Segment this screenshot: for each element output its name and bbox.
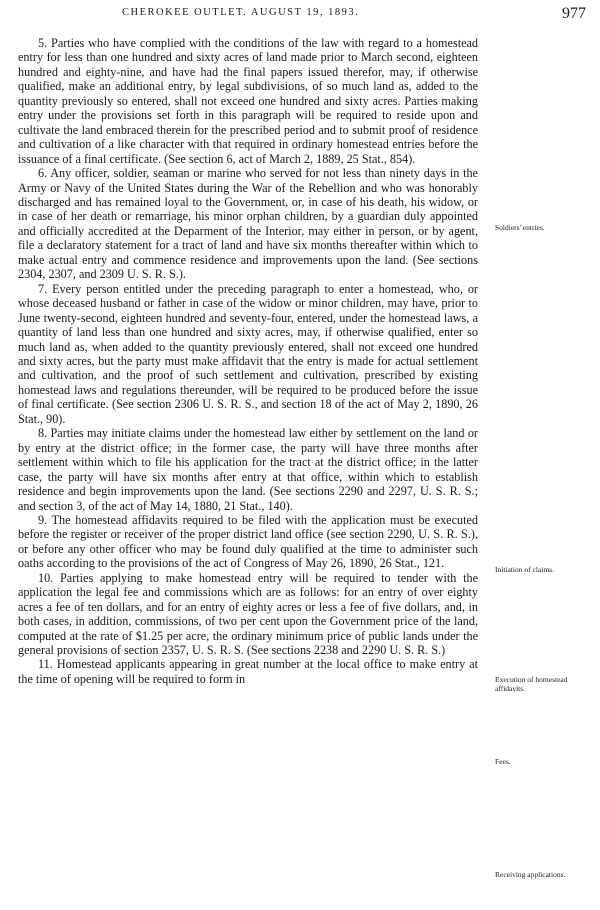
paragraph-8: 8. Parties may initiate claims under the homestead law either by settlement on the land or by entry at the district office; in the former case, the party will have three months after settlement within which to file his application for the tract at the district office; in the latter case, the party will have six months after entry at that office, within which to establish residence and begin improvements upon the land. (See sections 2290 and 2297, U. S. R. S.; and section 3, of the act of May 14, 1880, 21 Stat., 140). bbox=[18, 426, 478, 513]
statute-text bbox=[18, 36, 478, 686]
margin-note-soldiers-entries: Soldiers' entries. bbox=[495, 223, 545, 232]
margin-note-fees: Fees. bbox=[495, 757, 511, 766]
paragraph-6: 6. Any officer, soldier, seaman or marine who served for not less than ninety days in the Army or Navy of the United States during the War of the Rebellion and who was honorably discharged and has remained loyal to the Government, or, in case of his death, his widow, or in case of her death or remarriage, his minor orphan children, by a guardian duly appointed and officially accredited at the Deparment of the Interior, may either in person, or by agent, file a declaratory statement for a tract of land and have six months thereafter within which to make actual entry and commence residence and improvements upon the land. (See sections 2304, 2307, and 2309 U. S. R. S.). bbox=[18, 166, 478, 282]
margin-note-initiation-of-claims: Initiation of claims. bbox=[495, 565, 554, 574]
paragraph-10: 10. Parties applying to make homestead entry will be required to tender with the application the legal fee and commissions which are as follows: for an entry of over eighty acres a fee of ten dollars, and for an entry of eighty acres or less a fee of five dollars, and, in both cases, in addition, commissions, of two per cent upon the Government price of the land, computed at the rate of $1.25 per acre, the ordinary minimum price of public lands under the general provisions of section 2357, U. S. R. S. (See sections 2238 and 2290 U. S. R. S.) bbox=[18, 570, 478, 658]
paragraph-11: 11. Homestead applicants appearing in great number at the local office to make entry at the time of opening will be required to form in bbox=[18, 657, 478, 686]
margin-note-receiving-applications: Receiving applications. bbox=[495, 870, 566, 879]
paragraph-5: 5. Parties who have complied with the conditions of the law with regard to a homestead entry for less than one hundred and sixty acres of land made prior to March second, eighteen hundred and eighty-nine, and have had the final papers issued therefor, may, if otherwise qualified, make an additional entry, by legal subdivisions, of so much land as, added to the quantity previously so entered, shall not exceed one hundred and sixty acres. Parties making entry under the provisions set forth in this paragraph will be required to reside upon and cultivate the land embraced therein for the prescribed period and to submit proof of residence and cultivation of a like character with that required in ordinary homestead entries before the issuance of a final certificate. (See section 6, act of March 2, 1889, 25 Stat., 854). bbox=[18, 36, 478, 166]
running-header bbox=[0, 6, 600, 24]
paragraph-9: 9. The homestead affidavits required to be filed with the application must be executed before the register or receiver of the proper district land office (see section 2290, U. S. R. S.), or before any other officer who may be found duly qualified at the time to administer such oaths according to the provisions of the act of Congress of May 26, 1890, 26 Stat., 121. bbox=[18, 512, 478, 571]
page-number: 977 bbox=[562, 5, 586, 22]
running-head-title: CHEROKEE OUTLET. AUGUST 19, 1893. bbox=[122, 7, 360, 18]
paragraph-7: 7. Every person entitled under the preceding paragraph to enter a homestead, who, or whose deceased husband or father in case of the widow or minor children, may have, prior to June twenty-second, eighteen hundred and seventy-four, entered, under the homestead laws, a quantity of land less than one hundred and sixty acres, may, if otherwise qualified, enter so much land as, when added to the quantity previously entered, shall not exceed one hundred and sixty acres, but the party must make affidavit that the entry is made for actual settlement and cultivation, and the proof of such settlement and cultivation, prescribed by existing homestead laws and regulations thereunder, will be required to be produced before the issue of final certificate. (See section 2306 U. S. R. S., and section 18 of the act of May 2, 1890, 26 Stat., 90). bbox=[18, 281, 478, 426]
margin-note-execution-of-affidavits: Execution of homestead affidavits. bbox=[495, 675, 568, 693]
